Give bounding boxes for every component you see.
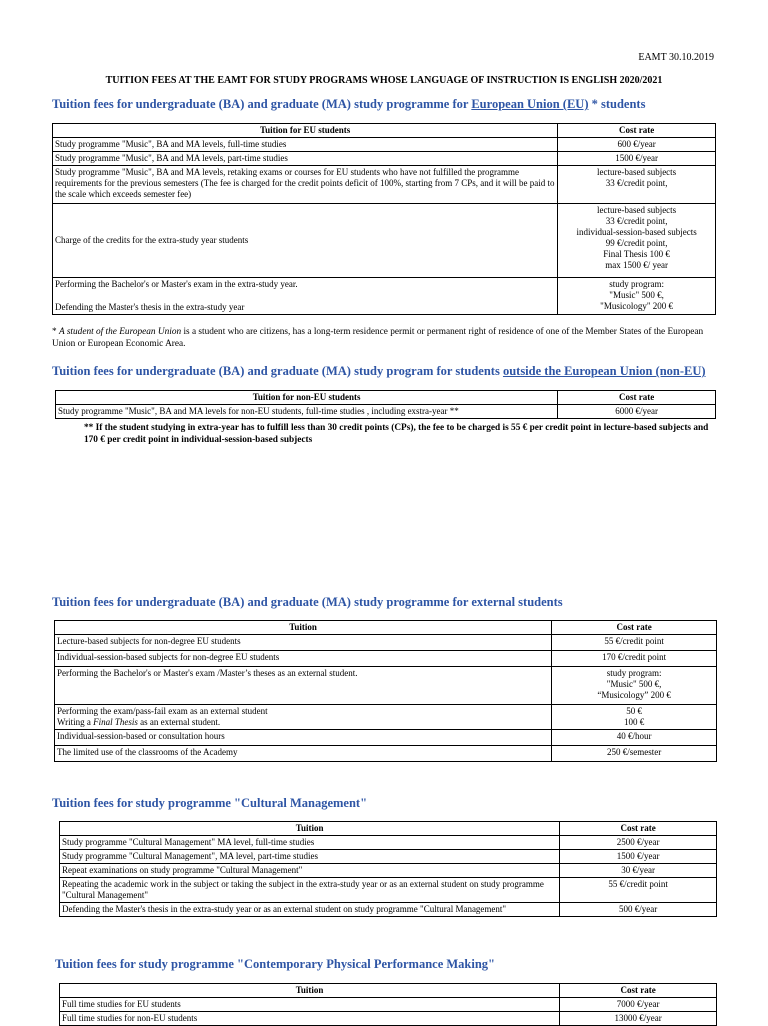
tuition-cell: Study programme "Music", BA and MA levels, retaking exams or courses for EU students who have not fulfilled the programme requirements for the previous semesters (The fee is charged for the credit points deficit of 100%, starting from 7 CPs, and it will be paid to the scale which exceeds semester fee) bbox=[53, 166, 558, 204]
tuition-cell: Study programme "Music", BA and MA levels, part-time studies bbox=[53, 152, 558, 166]
cost-cell: 40 €/hour bbox=[552, 730, 717, 746]
table-row bbox=[55, 705, 717, 730]
cost-cell: 7000 €/year bbox=[560, 998, 717, 1012]
table-row bbox=[55, 746, 717, 762]
noneu-col-cost: Cost rate bbox=[558, 391, 716, 405]
external-col-tuition: Tuition bbox=[55, 621, 552, 635]
cost-line: 50 € bbox=[626, 706, 642, 716]
tuition-cell: Repeating the academic work in the subject or taking the subject in the extra-study year or as an external student on study programme "Cultural Management" bbox=[60, 878, 560, 903]
tuition-cell: Full time studies for non-EU students bbox=[60, 1012, 560, 1026]
text-part-italic: Final Thesis bbox=[93, 717, 138, 727]
table-row bbox=[60, 903, 717, 917]
cost-line: study program: bbox=[606, 668, 662, 678]
cost-cell: 600 €/year bbox=[558, 138, 716, 152]
cost-line: "Musicology" 200 € bbox=[600, 301, 674, 311]
eu-fees-table bbox=[52, 123, 716, 315]
cultural-section-heading: Tuition fees for study programme "Cultural Management" bbox=[52, 796, 368, 810]
eu-col-tuition: Tuition for EU students bbox=[53, 124, 558, 138]
cost-cell bbox=[558, 278, 716, 315]
tuition-cell: Full time studies for EU students bbox=[60, 998, 560, 1012]
table-row bbox=[53, 166, 716, 204]
cost-cell: 6000 €/year bbox=[558, 405, 716, 419]
document-title: TUITION FEES AT THE EAMT FOR STUDY PROGRAMS WHOSE LANGUAGE OF INSTRUCTION IS ENGLISH 2020/2021 bbox=[105, 75, 663, 86]
noneu-section-heading bbox=[52, 364, 706, 379]
footnote-term: A student of the European Union bbox=[58, 327, 182, 337]
cppm-fees-table bbox=[59, 983, 717, 1026]
cost-line: 33 €/credit point, bbox=[605, 216, 668, 226]
cost-cell: 55 €/credit point bbox=[552, 635, 717, 651]
table-row bbox=[60, 1012, 717, 1026]
eu-col-cost: Cost rate bbox=[558, 124, 716, 138]
cost-line: Final Thesis 100 € bbox=[603, 249, 670, 259]
cost-line: 100 € bbox=[623, 717, 645, 727]
cost-line: study program: bbox=[609, 279, 664, 289]
table-row bbox=[60, 878, 717, 903]
cost-line: lecture-based subjects bbox=[596, 205, 677, 215]
tuition-cell: Study programme "Cultural Management", MA level, part-time studies bbox=[60, 850, 560, 864]
document-date: EAMT 30.10.2019 bbox=[638, 52, 714, 63]
tuition-line: Defending the Master's thesis in the extra-study year bbox=[55, 302, 245, 312]
text-part: as an external student. bbox=[137, 717, 221, 727]
cppm-col-tuition: Tuition bbox=[60, 984, 560, 998]
cost-cell: 1500 €/year bbox=[560, 850, 717, 864]
external-section-heading: Tuition fees for undergraduate (BA) and graduate (MA) study programme for external students bbox=[52, 595, 563, 609]
cost-line: "Music" 500 €, bbox=[606, 679, 662, 689]
tuition-cell: Lecture-based subjects for non-degree EU students bbox=[55, 635, 552, 651]
eu-student-definition bbox=[52, 327, 718, 350]
cost-cell bbox=[558, 166, 716, 204]
cost-line: lecture-based subjects bbox=[596, 167, 677, 177]
cost-cell: 170 €/credit point bbox=[552, 651, 717, 667]
cost-cell: 55 €/credit point bbox=[560, 878, 717, 903]
footnote-marker: * bbox=[52, 327, 59, 337]
cultural-col-tuition: Tuition bbox=[60, 822, 560, 836]
table-row bbox=[60, 850, 717, 864]
table-row bbox=[53, 152, 716, 166]
noneu-heading-link[interactable]: outside the European Union (non-EU) bbox=[502, 364, 706, 378]
table-row bbox=[60, 998, 717, 1012]
cost-cell: 250 €/semester bbox=[552, 746, 717, 762]
eu-section-heading bbox=[52, 97, 645, 112]
tuition-cell: Study programme "Music", BA and MA levels, full-time studies bbox=[53, 138, 558, 152]
tuition-cell: Study programme "Music", BA and MA levels for non-EU students, full-time studies , including exstra-year ** bbox=[56, 405, 558, 419]
cultural-fees-table bbox=[59, 821, 717, 917]
external-col-cost: Cost rate bbox=[552, 621, 717, 635]
cost-line: "Music" 500 €, bbox=[609, 290, 664, 300]
cost-cell: 500 €/year bbox=[560, 903, 717, 917]
cost-cell: 13000 €/year bbox=[560, 1012, 717, 1026]
cost-line: 99 €/credit point, bbox=[605, 238, 668, 248]
tuition-cell: Performing the Bachelor's or Master's exam /Master’s theses as an external student. bbox=[55, 667, 552, 705]
noneu-fees-table bbox=[55, 390, 716, 419]
eu-heading-link[interactable]: European Union (EU) bbox=[471, 97, 589, 111]
cost-cell: 1500 €/year bbox=[558, 152, 716, 166]
footnote-text: is a student who are citizens, has a long-term residence permit or permanent right of residence of one of the Member States of the European Union or European Economic Area. bbox=[52, 327, 704, 349]
tuition-line: Performing the Bachelor's or Master's exam in the extra-study year. bbox=[55, 279, 298, 289]
table-row bbox=[55, 667, 717, 705]
table-row bbox=[60, 836, 717, 850]
tuition-cell bbox=[55, 705, 552, 730]
text-part: Writing a bbox=[57, 717, 94, 727]
cppm-section-heading: Tuition fees for study programme "Contemporary Physical Performance Making" bbox=[55, 957, 495, 971]
tuition-cell bbox=[53, 278, 558, 315]
eu-heading-text: Tuition fees for undergraduate (BA) and graduate (MA) study programme for bbox=[52, 97, 472, 111]
cost-cell bbox=[558, 204, 716, 278]
eu-heading-suffix: * students bbox=[588, 97, 646, 111]
tuition-cell: Study programme "Cultural Management" MA level, full-time studies bbox=[60, 836, 560, 850]
cost-cell bbox=[552, 705, 717, 730]
tuition-cell: Repeat examinations on study programme "Cultural Management" bbox=[60, 864, 560, 878]
noneu-col-tuition: Tuition for non-EU students bbox=[56, 391, 558, 405]
table-row bbox=[53, 138, 716, 152]
noneu-heading-text: Tuition fees for undergraduate (BA) and graduate (MA) study program for students bbox=[52, 364, 503, 378]
table-row bbox=[60, 864, 717, 878]
cost-cell: 2500 €/year bbox=[560, 836, 717, 850]
table-row bbox=[53, 278, 716, 315]
tuition-cell: The limited use of the classrooms of the Academy bbox=[55, 746, 552, 762]
cost-cell bbox=[552, 667, 717, 705]
cost-cell: 30 €/year bbox=[560, 864, 717, 878]
noneu-extra-year-note: ** If the student studying in extra-year has to fulfill less than 30 credit points (CPs), the fee to be charged is 55 € per credit point in lecture-based subjects and 170 € per credit point in individual-session-based subjects bbox=[84, 423, 709, 445]
external-fees-table bbox=[54, 620, 717, 762]
tuition-cell: Individual-session-based subjects for non-degree EU students bbox=[55, 651, 552, 667]
table-row bbox=[53, 204, 716, 278]
cppm-col-cost: Cost rate bbox=[560, 984, 717, 998]
cultural-col-cost: Cost rate bbox=[560, 822, 717, 836]
tuition-cell: Defending the Master's thesis in the extra-study year or as an external student on study programme "Cultural Management" bbox=[60, 903, 560, 917]
tuition-line bbox=[57, 717, 549, 728]
tuition-cell: Individual-session-based or consultation hours bbox=[55, 730, 552, 746]
table-row bbox=[55, 651, 717, 667]
cost-line: 33 €/credit point, bbox=[605, 178, 668, 188]
table-row bbox=[56, 405, 716, 419]
table-row bbox=[55, 635, 717, 651]
cost-line: individual-session-based subjects bbox=[576, 227, 697, 237]
tuition-cell: Charge of the credits for the extra-study year students bbox=[53, 204, 558, 278]
tuition-line: Performing the exam/pass-fail exam as an external student bbox=[57, 706, 268, 716]
cost-line: “Musicology” 200 € bbox=[597, 690, 671, 700]
cost-line: max 1500 €/ year bbox=[605, 260, 668, 270]
table-row bbox=[55, 730, 717, 746]
